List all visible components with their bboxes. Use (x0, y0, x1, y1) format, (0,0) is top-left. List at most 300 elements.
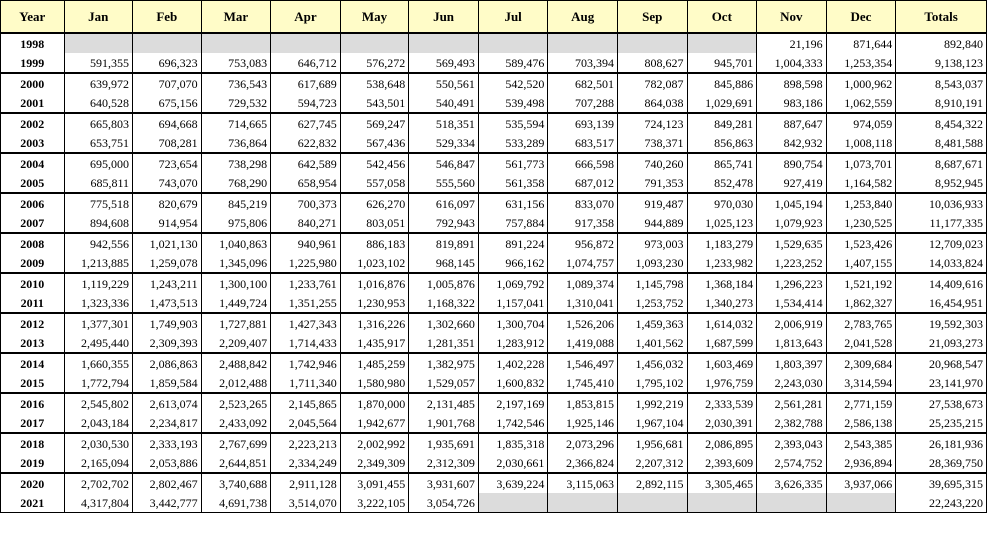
month-cell: 1,093,230 (617, 253, 687, 273)
month-cell: 1,967,104 (617, 413, 687, 433)
month-cell: 1,021,130 (133, 233, 202, 253)
month-cell: 665,803 (64, 113, 133, 133)
month-cell (757, 493, 827, 513)
year-cell: 2011 (1, 293, 65, 313)
month-cell: 2,936,894 (826, 453, 896, 473)
month-cell (201, 33, 271, 53)
month-cell: 1,368,184 (687, 273, 757, 293)
month-cell: 1,157,041 (478, 293, 548, 313)
total-cell: 19,592,303 (896, 313, 987, 333)
month-cell: 973,003 (617, 233, 687, 253)
month-cell: 849,281 (687, 113, 757, 133)
year-cell: 2008 (1, 233, 65, 253)
month-cell: 3,305,465 (687, 473, 757, 493)
month-cell: 1,168,322 (409, 293, 479, 313)
month-cell: 736,864 (201, 133, 271, 153)
month-cell: 2,030,391 (687, 413, 757, 433)
month-cell: 666,598 (548, 153, 618, 173)
column-header-jul: Jul (478, 1, 548, 34)
month-cell: 3,931,607 (409, 473, 479, 493)
month-cell: 1,073,701 (826, 153, 896, 173)
total-cell: 14,033,824 (896, 253, 987, 273)
month-cell: 738,298 (201, 153, 271, 173)
month-cell: 622,832 (271, 133, 341, 153)
month-cell: 2,053,886 (133, 453, 202, 473)
month-cell: 2,911,128 (271, 473, 341, 493)
month-cell: 4,317,804 (64, 493, 133, 513)
month-cell: 1,230,953 (340, 293, 409, 313)
month-cell: 927,419 (757, 173, 827, 193)
month-cell: 1,992,219 (617, 393, 687, 413)
month-cell: 2,012,488 (201, 373, 271, 393)
month-cell: 1,853,815 (548, 393, 618, 413)
month-cell: 1,580,980 (340, 373, 409, 393)
month-cell: 738,371 (617, 133, 687, 153)
month-cell: 1,862,327 (826, 293, 896, 313)
year-cell: 2006 (1, 193, 65, 213)
month-cell: 1,302,660 (409, 313, 479, 333)
month-cell: 1,016,876 (340, 273, 409, 293)
year-cell: 1999 (1, 53, 65, 73)
month-cell: 845,219 (201, 193, 271, 213)
month-cell: 707,070 (133, 73, 202, 93)
month-cell: 1,000,962 (826, 73, 896, 93)
month-cell: 1,813,643 (757, 333, 827, 353)
table-row (1, 53, 987, 73)
table-row (1, 113, 987, 133)
month-cell: 975,806 (201, 213, 271, 233)
month-cell: 569,247 (340, 113, 409, 133)
month-cell: 1,859,584 (133, 373, 202, 393)
month-cell: 1,835,318 (478, 433, 548, 453)
column-header-apr: Apr (271, 1, 341, 34)
month-cell: 2,783,765 (826, 313, 896, 333)
month-cell: 983,186 (757, 93, 827, 113)
month-cell: 1,901,768 (409, 413, 479, 433)
month-cell: 1,281,351 (409, 333, 479, 353)
column-header-totals: Totals (896, 1, 987, 34)
month-cell: 540,491 (409, 93, 479, 113)
month-cell: 2,223,213 (271, 433, 341, 453)
total-cell: 25,235,215 (896, 413, 987, 433)
month-cell (133, 33, 202, 53)
month-cell: 1,711,340 (271, 373, 341, 393)
total-cell: 8,910,191 (896, 93, 987, 113)
month-cell: 3,937,066 (826, 473, 896, 493)
month-cell: 2,073,296 (548, 433, 618, 453)
month-cell: 1,351,255 (271, 293, 341, 313)
month-cell (548, 33, 618, 53)
month-cell: 653,751 (64, 133, 133, 153)
month-cell: 1,976,759 (687, 373, 757, 393)
total-cell: 14,409,616 (896, 273, 987, 293)
table-row (1, 353, 987, 373)
column-header-dec: Dec (826, 1, 896, 34)
month-cell: 2,366,824 (548, 453, 618, 473)
month-cell: 919,487 (617, 193, 687, 213)
month-cell: 2,613,074 (133, 393, 202, 413)
month-cell: 1,119,229 (64, 273, 133, 293)
month-cell: 1,473,513 (133, 293, 202, 313)
month-cell: 974,059 (826, 113, 896, 133)
month-cell: 1,956,681 (617, 433, 687, 453)
month-cell: 3,091,455 (340, 473, 409, 493)
month-cell: 865,741 (687, 153, 757, 173)
month-cell (409, 33, 479, 53)
month-cell: 1,005,876 (409, 273, 479, 293)
column-header-mar: Mar (201, 1, 271, 34)
month-cell: 518,351 (409, 113, 479, 133)
month-cell: 782,087 (617, 73, 687, 93)
month-cell (271, 33, 341, 53)
month-cell: 1,401,562 (617, 333, 687, 353)
month-cell: 594,723 (271, 93, 341, 113)
month-cell: 1,935,691 (409, 433, 479, 453)
month-cell: 2,086,863 (133, 353, 202, 373)
month-cell: 1,253,752 (617, 293, 687, 313)
year-cell: 2001 (1, 93, 65, 113)
month-cell: 2,644,851 (201, 453, 271, 473)
month-cell: 539,498 (478, 93, 548, 113)
month-cell: 1,742,546 (478, 413, 548, 433)
month-cell: 1,727,881 (201, 313, 271, 333)
year-cell: 1998 (1, 33, 65, 53)
month-cell: 1,529,635 (757, 233, 827, 253)
month-cell: 1,145,798 (617, 273, 687, 293)
month-cell: 1,485,259 (340, 353, 409, 373)
year-cell: 2021 (1, 493, 65, 513)
year-cell: 2009 (1, 253, 65, 273)
month-cell: 2,006,919 (757, 313, 827, 333)
month-cell: 1,340,273 (687, 293, 757, 313)
month-cell: 708,281 (133, 133, 202, 153)
month-cell: 646,712 (271, 53, 341, 73)
table-row (1, 173, 987, 193)
month-cell: 757,884 (478, 213, 548, 233)
month-cell: 616,097 (409, 193, 479, 213)
month-cell: 533,289 (478, 133, 548, 153)
month-cell (548, 493, 618, 513)
month-cell: 2,131,485 (409, 393, 479, 413)
month-cell: 2,574,752 (757, 453, 827, 473)
month-cell: 1,300,100 (201, 273, 271, 293)
month-cell: 2,892,115 (617, 473, 687, 493)
month-cell: 1,074,757 (548, 253, 618, 273)
month-cell: 714,665 (201, 113, 271, 133)
column-header-feb: Feb (133, 1, 202, 34)
year-cell: 2000 (1, 73, 65, 93)
total-cell: 27,538,673 (896, 393, 987, 413)
month-cell: 819,891 (409, 233, 479, 253)
month-cell: 2,488,842 (201, 353, 271, 373)
month-cell: 2,393,043 (757, 433, 827, 453)
month-cell: 1,310,041 (548, 293, 618, 313)
month-cell: 700,373 (271, 193, 341, 213)
month-cell: 1,233,761 (271, 273, 341, 293)
table-row (1, 453, 987, 473)
month-cell: 1,942,677 (340, 413, 409, 433)
year-cell: 2020 (1, 473, 65, 493)
month-cell: 803,051 (340, 213, 409, 233)
month-cell: 1,660,355 (64, 353, 133, 373)
month-cell: 1,419,088 (548, 333, 618, 353)
month-cell: 808,627 (617, 53, 687, 73)
table-row (1, 413, 987, 433)
month-cell: 1,529,057 (409, 373, 479, 393)
month-cell: 1,004,333 (757, 53, 827, 73)
month-cell: 2,030,661 (478, 453, 548, 473)
month-cell: 2,433,092 (201, 413, 271, 433)
month-cell: 2,393,609 (687, 453, 757, 473)
header-row (1, 1, 987, 34)
month-cell: 3,639,224 (478, 473, 548, 493)
month-cell (478, 493, 548, 513)
total-cell: 8,481,588 (896, 133, 987, 153)
month-cell: 1,045,194 (757, 193, 827, 213)
month-cell: 2,197,169 (478, 393, 548, 413)
month-cell: 3,514,070 (271, 493, 341, 513)
table-row (1, 253, 987, 273)
month-cell: 542,520 (478, 73, 548, 93)
table-row (1, 333, 987, 353)
table-row (1, 273, 987, 293)
month-cell: 768,290 (201, 173, 271, 193)
month-cell: 743,070 (133, 173, 202, 193)
month-cell: 1,614,032 (687, 313, 757, 333)
month-cell: 703,394 (548, 53, 618, 73)
total-cell: 28,369,750 (896, 453, 987, 473)
month-cell: 871,644 (826, 33, 896, 53)
month-cell: 2,086,895 (687, 433, 757, 453)
month-cell: 740,260 (617, 153, 687, 173)
month-cell: 842,932 (757, 133, 827, 153)
month-cell: 696,323 (133, 53, 202, 73)
month-cell: 2,234,817 (133, 413, 202, 433)
month-cell: 2,041,528 (826, 333, 896, 353)
table-row (1, 293, 987, 313)
month-cell: 1,534,414 (757, 293, 827, 313)
total-cell: 11,177,335 (896, 213, 987, 233)
month-cell: 557,058 (340, 173, 409, 193)
total-cell: 8,952,945 (896, 173, 987, 193)
month-cell: 617,689 (271, 73, 341, 93)
month-cell: 1,382,975 (409, 353, 479, 373)
month-cell: 852,478 (687, 173, 757, 193)
table-row (1, 213, 987, 233)
month-cell (687, 33, 757, 53)
column-header-jan: Jan (64, 1, 133, 34)
table-row (1, 433, 987, 453)
month-cell: 631,156 (478, 193, 548, 213)
month-cell: 1,603,469 (687, 353, 757, 373)
month-cell: 683,517 (548, 133, 618, 153)
month-cell: 887,647 (757, 113, 827, 133)
month-cell: 546,847 (409, 153, 479, 173)
year-cell: 2016 (1, 393, 65, 413)
month-cell: 1,521,192 (826, 273, 896, 293)
total-cell: 26,181,936 (896, 433, 987, 453)
month-cell: 576,272 (340, 53, 409, 73)
total-cell: 892,840 (896, 33, 987, 53)
year-cell: 2010 (1, 273, 65, 293)
table-body (1, 33, 987, 513)
month-cell: 675,156 (133, 93, 202, 113)
month-cell: 694,668 (133, 113, 202, 133)
month-cell: 1,772,794 (64, 373, 133, 393)
month-cell: 724,123 (617, 113, 687, 133)
month-cell: 2,586,138 (826, 413, 896, 433)
month-cell: 1,029,691 (687, 93, 757, 113)
month-cell: 685,811 (64, 173, 133, 193)
year-cell: 2005 (1, 173, 65, 193)
month-cell: 1,523,426 (826, 233, 896, 253)
month-cell: 21,196 (757, 33, 827, 53)
month-cell: 4,691,738 (201, 493, 271, 513)
month-cell: 886,183 (340, 233, 409, 253)
month-cell: 2,309,684 (826, 353, 896, 373)
month-cell: 856,863 (687, 133, 757, 153)
total-cell: 16,454,951 (896, 293, 987, 313)
month-cell: 792,943 (409, 213, 479, 233)
month-cell: 3,314,594 (826, 373, 896, 393)
month-cell (826, 493, 896, 513)
table-row (1, 473, 987, 493)
total-cell: 21,093,273 (896, 333, 987, 353)
month-cell: 1,062,559 (826, 93, 896, 113)
month-cell: 591,355 (64, 53, 133, 73)
total-cell: 9,138,123 (896, 53, 987, 73)
month-cell: 3,054,726 (409, 493, 479, 513)
month-cell: 1,253,354 (826, 53, 896, 73)
month-cell: 1,427,343 (271, 313, 341, 333)
month-cell: 1,283,912 (478, 333, 548, 353)
month-cell: 840,271 (271, 213, 341, 233)
table-row (1, 33, 987, 53)
month-cell: 2,349,309 (340, 453, 409, 473)
month-cell: 845,886 (687, 73, 757, 93)
month-cell: 543,501 (340, 93, 409, 113)
month-cell: 864,038 (617, 93, 687, 113)
month-cell (64, 33, 133, 53)
month-cell: 2,382,788 (757, 413, 827, 433)
month-cell: 966,162 (478, 253, 548, 273)
month-cell: 968,145 (409, 253, 479, 273)
month-cell: 2,495,440 (64, 333, 133, 353)
month-cell: 1,742,946 (271, 353, 341, 373)
total-cell: 23,141,970 (896, 373, 987, 393)
month-cell: 2,767,699 (201, 433, 271, 453)
month-cell: 2,333,193 (133, 433, 202, 453)
month-cell: 1,223,252 (757, 253, 827, 273)
month-cell: 1,456,032 (617, 353, 687, 373)
month-cell: 1,745,410 (548, 373, 618, 393)
month-cell: 2,145,865 (271, 393, 341, 413)
year-cell: 2012 (1, 313, 65, 333)
year-cell: 2017 (1, 413, 65, 433)
month-cell: 1,526,206 (548, 313, 618, 333)
month-cell: 753,083 (201, 53, 271, 73)
month-cell: 1,040,863 (201, 233, 271, 253)
month-cell: 2,543,385 (826, 433, 896, 453)
table-row (1, 93, 987, 113)
month-cell: 567,436 (340, 133, 409, 153)
month-cell: 1,296,223 (757, 273, 827, 293)
table-row (1, 193, 987, 213)
month-cell: 2,045,564 (271, 413, 341, 433)
month-cell: 775,518 (64, 193, 133, 213)
month-cell: 569,493 (409, 53, 479, 73)
year-cell: 2004 (1, 153, 65, 173)
month-cell: 2,312,309 (409, 453, 479, 473)
month-cell: 1,687,599 (687, 333, 757, 353)
month-cell: 682,501 (548, 73, 618, 93)
table-row (1, 73, 987, 93)
month-cell: 1,259,078 (133, 253, 202, 273)
month-cell: 723,654 (133, 153, 202, 173)
month-cell: 940,961 (271, 233, 341, 253)
total-cell: 8,687,671 (896, 153, 987, 173)
month-cell: 1,714,433 (271, 333, 341, 353)
month-cell: 2,333,539 (687, 393, 757, 413)
month-cell: 1,323,336 (64, 293, 133, 313)
year-cell: 2003 (1, 133, 65, 153)
month-cell: 2,043,184 (64, 413, 133, 433)
month-cell: 1,870,000 (340, 393, 409, 413)
month-cell: 898,598 (757, 73, 827, 93)
month-cell: 1,164,582 (826, 173, 896, 193)
month-cell: 561,358 (478, 173, 548, 193)
month-cell: 2,309,393 (133, 333, 202, 353)
month-cell: 1,459,363 (617, 313, 687, 333)
month-cell (617, 33, 687, 53)
column-header-oct: Oct (687, 1, 757, 34)
month-cell (687, 493, 757, 513)
year-cell: 2015 (1, 373, 65, 393)
month-cell: 2,243,030 (757, 373, 827, 393)
month-cell: 1,449,724 (201, 293, 271, 313)
total-cell: 10,036,933 (896, 193, 987, 213)
month-cell: 1,795,102 (617, 373, 687, 393)
month-cell: 2,165,094 (64, 453, 133, 473)
month-cell: 729,532 (201, 93, 271, 113)
month-cell: 626,270 (340, 193, 409, 213)
month-cell: 3,222,105 (340, 493, 409, 513)
month-cell: 561,773 (478, 153, 548, 173)
month-cell: 3,442,777 (133, 493, 202, 513)
month-cell: 1,023,102 (340, 253, 409, 273)
month-cell (617, 493, 687, 513)
month-cell: 1,377,301 (64, 313, 133, 333)
month-cell: 970,030 (687, 193, 757, 213)
month-cell: 894,608 (64, 213, 133, 233)
month-cell: 791,353 (617, 173, 687, 193)
month-cell: 1,253,840 (826, 193, 896, 213)
month-cell: 2,702,702 (64, 473, 133, 493)
month-cell: 2,545,802 (64, 393, 133, 413)
column-header-year: Year (1, 1, 65, 34)
month-cell: 627,745 (271, 113, 341, 133)
month-cell: 542,456 (340, 153, 409, 173)
month-cell: 1,925,146 (548, 413, 618, 433)
year-cell: 2007 (1, 213, 65, 233)
month-cell: 945,701 (687, 53, 757, 73)
month-cell: 658,954 (271, 173, 341, 193)
month-cell: 890,754 (757, 153, 827, 173)
month-cell: 642,589 (271, 153, 341, 173)
month-cell: 2,209,407 (201, 333, 271, 353)
month-cell: 2,002,992 (340, 433, 409, 453)
table-row (1, 153, 987, 173)
